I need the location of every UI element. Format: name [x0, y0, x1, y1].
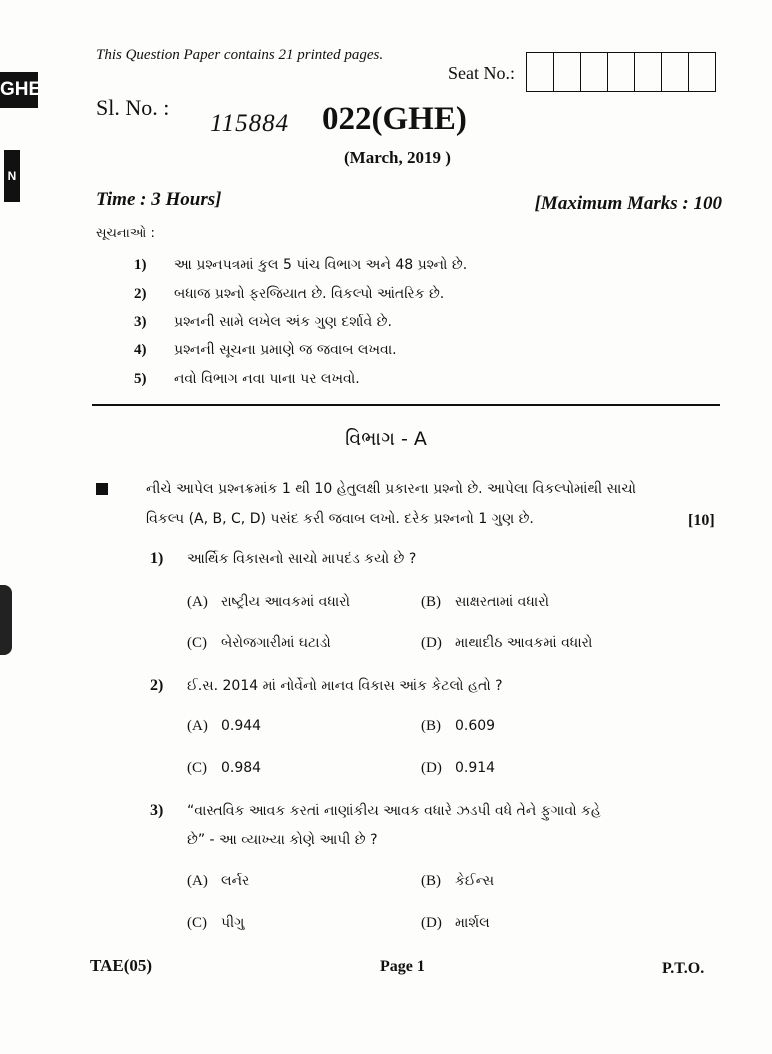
instruction-item [134, 314, 392, 331]
option [421, 635, 592, 652]
instruction-text: આ પ્રશ્નપત્રમાં કુલ 5 પાંચ વિભાગ અને 48 પ્રશ્નો છે. [174, 257, 468, 273]
question-number: 1) [150, 550, 164, 567]
option [187, 594, 350, 611]
binding-edge-mark [0, 585, 12, 655]
side-tab-ghe: GHE [0, 72, 38, 108]
instruction-item [134, 342, 397, 359]
seat-box [554, 53, 581, 91]
option [187, 873, 249, 890]
seat-box [527, 53, 554, 91]
option-label: (A) [187, 594, 208, 610]
seat-box [608, 53, 635, 91]
exam-time: Time : 3 Hours] [96, 189, 222, 210]
section-intro-line-1: નીચે આપેલ પ્રશ્નક્રમાંક 1 થી 10 હેતુલક્ષી પ્રકારના પ્રશ્નો છે. આપેલા વિકલ્પોમાંથી સાચો [146, 481, 637, 497]
option [421, 718, 495, 735]
option-label: (C) [187, 635, 207, 651]
question-number: 3) [150, 802, 164, 819]
option [421, 873, 494, 890]
exam-date: (March, 2019 ) [344, 148, 451, 167]
option [187, 915, 244, 932]
option [187, 635, 331, 652]
option-label: (A) [187, 718, 208, 734]
option-label: (D) [421, 760, 442, 776]
instruction-text: બધાજ પ્રશ્નો ફરજિયાત છે. વિકલ્પો આંતરિક છે. [174, 286, 445, 302]
option-label: (D) [421, 635, 442, 651]
option [187, 718, 261, 735]
option-text: પીગુ [221, 915, 245, 931]
option-text: 0.914 [455, 760, 496, 776]
instruction-num: 5) [134, 371, 147, 387]
seat-box [581, 53, 608, 91]
question-number: 2) [150, 677, 164, 694]
printed-pages-note: This Question Paper contains 21 printed pages. [96, 47, 384, 63]
option-text: 0.984 [221, 760, 262, 776]
serial-no-label: Sl. No. : [96, 95, 170, 120]
instruction-text: નવો વિભાગ નવા પાના પર લખવો. [174, 371, 360, 387]
option-text: સાક્ષરતામાં વધારો [455, 594, 549, 610]
option-text: 0.609 [455, 718, 496, 734]
option-label: (D) [421, 915, 442, 931]
option-label: (B) [421, 718, 441, 734]
question-text: આર્થિક વિકાસનો સાચો માપદંડ કયો છે ? [187, 551, 417, 567]
option [421, 915, 490, 932]
instruction-num: 1) [134, 257, 147, 273]
question-text-line-1: “વાસ્તવિક આવક કરતાં નાણાંકીય આવક વધારે ઝડપી વધે તેને ફુગાવો કહે [187, 803, 601, 819]
paper-code: 022(GHE) [322, 101, 467, 137]
option [421, 594, 549, 611]
option-text: માથાદીઠ આવકમાં વધારો [455, 635, 593, 651]
instruction-item [134, 371, 360, 388]
question-text: ઈ.સ. 2014 માં નોર્વેનો માનવ વિકાસ આંક કેટલો હતો ? [187, 678, 503, 694]
section-marks: [10] [688, 512, 715, 529]
instruction-text: પ્રશ્નની સૂચના પ્રમાણે જ જવાબ લખવા. [174, 342, 397, 358]
seat-box [635, 53, 662, 91]
option-text: બેરોજગારીમાં ઘટાડો [221, 635, 331, 651]
instruction-item [134, 257, 467, 274]
question-text-line-2: છે” - આ વ્યાખ્યા કોણે આપી છે ? [187, 832, 378, 848]
instruction-num: 4) [134, 342, 147, 358]
option-text: લર્નર [221, 873, 250, 889]
instruction-num: 2) [134, 286, 147, 302]
instruction-num: 3) [134, 314, 147, 330]
seat-box [689, 53, 715, 91]
option [187, 760, 261, 777]
option-label: (C) [187, 760, 207, 776]
serial-no-value: 115884 [210, 110, 290, 137]
option-label: (B) [421, 594, 441, 610]
instruction-text: પ્રશ્નની સામે લખેલ અંક ગુણ દર્શાવે છે. [174, 314, 392, 330]
seat-no-boxes [526, 52, 716, 92]
max-marks: [Maximum Marks : 100 [534, 193, 722, 214]
footer-page-number: Page 1 [380, 958, 425, 975]
seat-box [662, 53, 689, 91]
option-text: રાષ્ટ્રીય આવકમાં વધારો [221, 594, 350, 610]
option-label: (C) [187, 915, 207, 931]
section-title: વિભાગ - A [345, 428, 427, 450]
footer-paper-code: TAE(05) [90, 956, 153, 975]
square-bullet-icon [96, 483, 108, 495]
option-text: કેઈન્સ [455, 873, 495, 889]
side-tab-n: N [4, 150, 20, 202]
divider [92, 404, 720, 406]
option-text: 0.944 [221, 718, 262, 734]
option-label: (B) [421, 873, 441, 889]
option [421, 760, 495, 777]
footer-pto: P.T.O. [662, 960, 705, 977]
instructions-heading: સૂચનાઓ : [96, 226, 155, 241]
section-intro-line-2: વિકલ્પ (A, B, C, D) પસંદ કરી જવાબ લખો. દરેક પ્રશ્નનો 1 ગુણ છે. [146, 511, 534, 527]
option-text: માર્શલ [455, 915, 490, 931]
option-label: (A) [187, 873, 208, 889]
instruction-item [134, 286, 444, 303]
seat-no-label: Seat No.: [448, 63, 515, 83]
